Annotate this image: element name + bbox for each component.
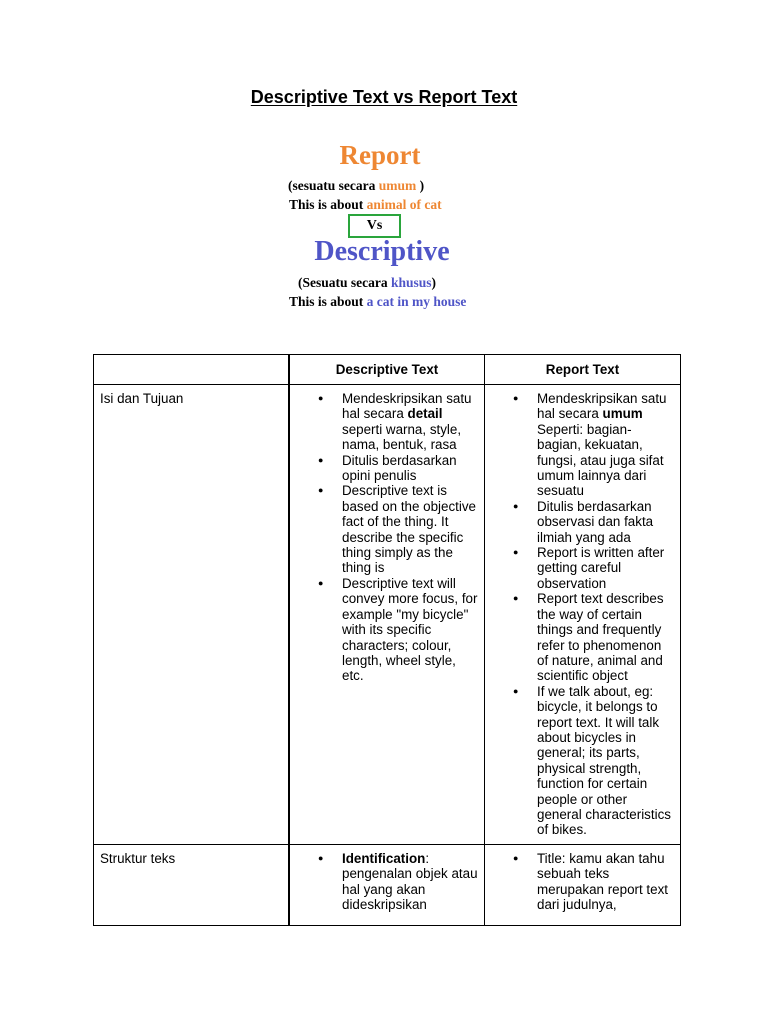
list-item — [485, 851, 680, 913]
page-title: Descriptive Text vs Report Text — [250, 87, 518, 107]
descriptive-subtitle-key: khusus — [391, 275, 432, 290]
report-heading: Report — [339, 140, 421, 170]
report-bullet-list — [485, 851, 680, 913]
bullet-text-bold: Identification — [342, 850, 426, 866]
row-label: Struktur teks — [94, 844, 290, 925]
bullet-text-pre: Descriptive text is based on the objective fact of the thing. It describe the specific thing simply as the thing is — [342, 483, 477, 576]
bullet-text-pre: Report text describes the way of certain things and frequently refer to phenomenon of nature, animal and scientific object — [537, 591, 664, 684]
list-item — [485, 499, 680, 545]
bullet-text-pre: Ditulis berdasarkan observasi dan fakta ilmiah yang ada — [537, 498, 654, 545]
bullet-text-pre: Descriptive text will convey more focus, for example "my bicycle" with its specific characters; colour, length, wheel style, etc. — [342, 575, 478, 684]
list-item — [485, 591, 680, 683]
comparison-table — [93, 354, 681, 926]
bullet-text-pre: Mendeskripsikan satu hal secara — [537, 391, 667, 422]
report-cell — [485, 385, 681, 845]
bullet-text-bold: umum — [602, 406, 643, 422]
descriptive-subtitle — [298, 275, 436, 291]
header-report: Report Text — [485, 355, 681, 385]
bullet-text-pre: Mendeskripsikan satu hal secara — [342, 391, 472, 422]
header-descriptive: Descriptive Text — [289, 355, 485, 385]
bullet-text-pre: If we talk about, eg: bicycle, it belongs to report text. It will talk about bicycles in general; its parts, physical strength, function for certain people or other general characteristics of bikes. — [537, 683, 671, 838]
bullet-text-post: seperti warna, style, nama, bentuk, rasa — [342, 421, 462, 453]
bullet-text-bold: detail — [407, 406, 443, 422]
descriptive-cell — [289, 844, 485, 925]
descriptive-cell — [289, 385, 485, 845]
report-subtitle-key: umum — [378, 178, 417, 193]
bullet-text-pre: Report is written after getting careful observation — [537, 545, 665, 591]
list-item — [485, 391, 680, 499]
table-row — [94, 385, 681, 845]
list-item — [290, 391, 484, 453]
report-cell — [485, 844, 681, 925]
bullet-text-pre: Ditulis berdasarkan opini penulis — [342, 452, 457, 484]
header-empty — [94, 355, 290, 385]
report-about-key: animal of cat — [366, 197, 442, 212]
descriptive-subtitle-post: ) — [431, 275, 437, 290]
list-item — [290, 453, 484, 484]
list-item — [290, 851, 484, 913]
descriptive-bullet-list — [290, 391, 484, 684]
bullet-text-post: Seperti: bagian-bagian, kekuatan, fungsi, atau juga sifat umum lainnya dari sesuatu — [537, 421, 664, 499]
report-subtitle-pre: (sesuatu secara — [288, 178, 379, 193]
descriptive-bullet-list — [290, 851, 484, 913]
descriptive-about-key: a cat in my house — [366, 294, 467, 309]
list-item — [485, 684, 680, 838]
report-about-pre: This is about — [289, 197, 367, 212]
report-subtitle-post: ) — [416, 178, 425, 193]
report-bullet-list — [485, 391, 680, 838]
descriptive-heading: Descriptive — [314, 236, 450, 267]
descriptive-about-pre: This is about — [289, 294, 367, 309]
list-item — [485, 545, 680, 591]
table-row — [94, 844, 681, 925]
table-header-row — [94, 355, 681, 385]
report-vs-descriptive-graphic — [0, 140, 768, 320]
list-item — [290, 483, 484, 575]
vs-box: Vs — [348, 214, 401, 238]
bullet-text-post: : pengenalan objek atau hal yang akan dideskripsikan — [342, 850, 478, 912]
report-subtitle — [288, 178, 424, 194]
report-about — [289, 197, 442, 213]
row-label: Isi dan Tujuan — [94, 385, 290, 845]
list-item — [290, 576, 484, 684]
descriptive-subtitle-pre: (Sesuatu secara — [298, 275, 391, 290]
bullet-text-pre: Title: kamu akan tahu sebuah teks merupakan report text dari judulnya, — [537, 850, 668, 912]
descriptive-about — [289, 294, 466, 310]
